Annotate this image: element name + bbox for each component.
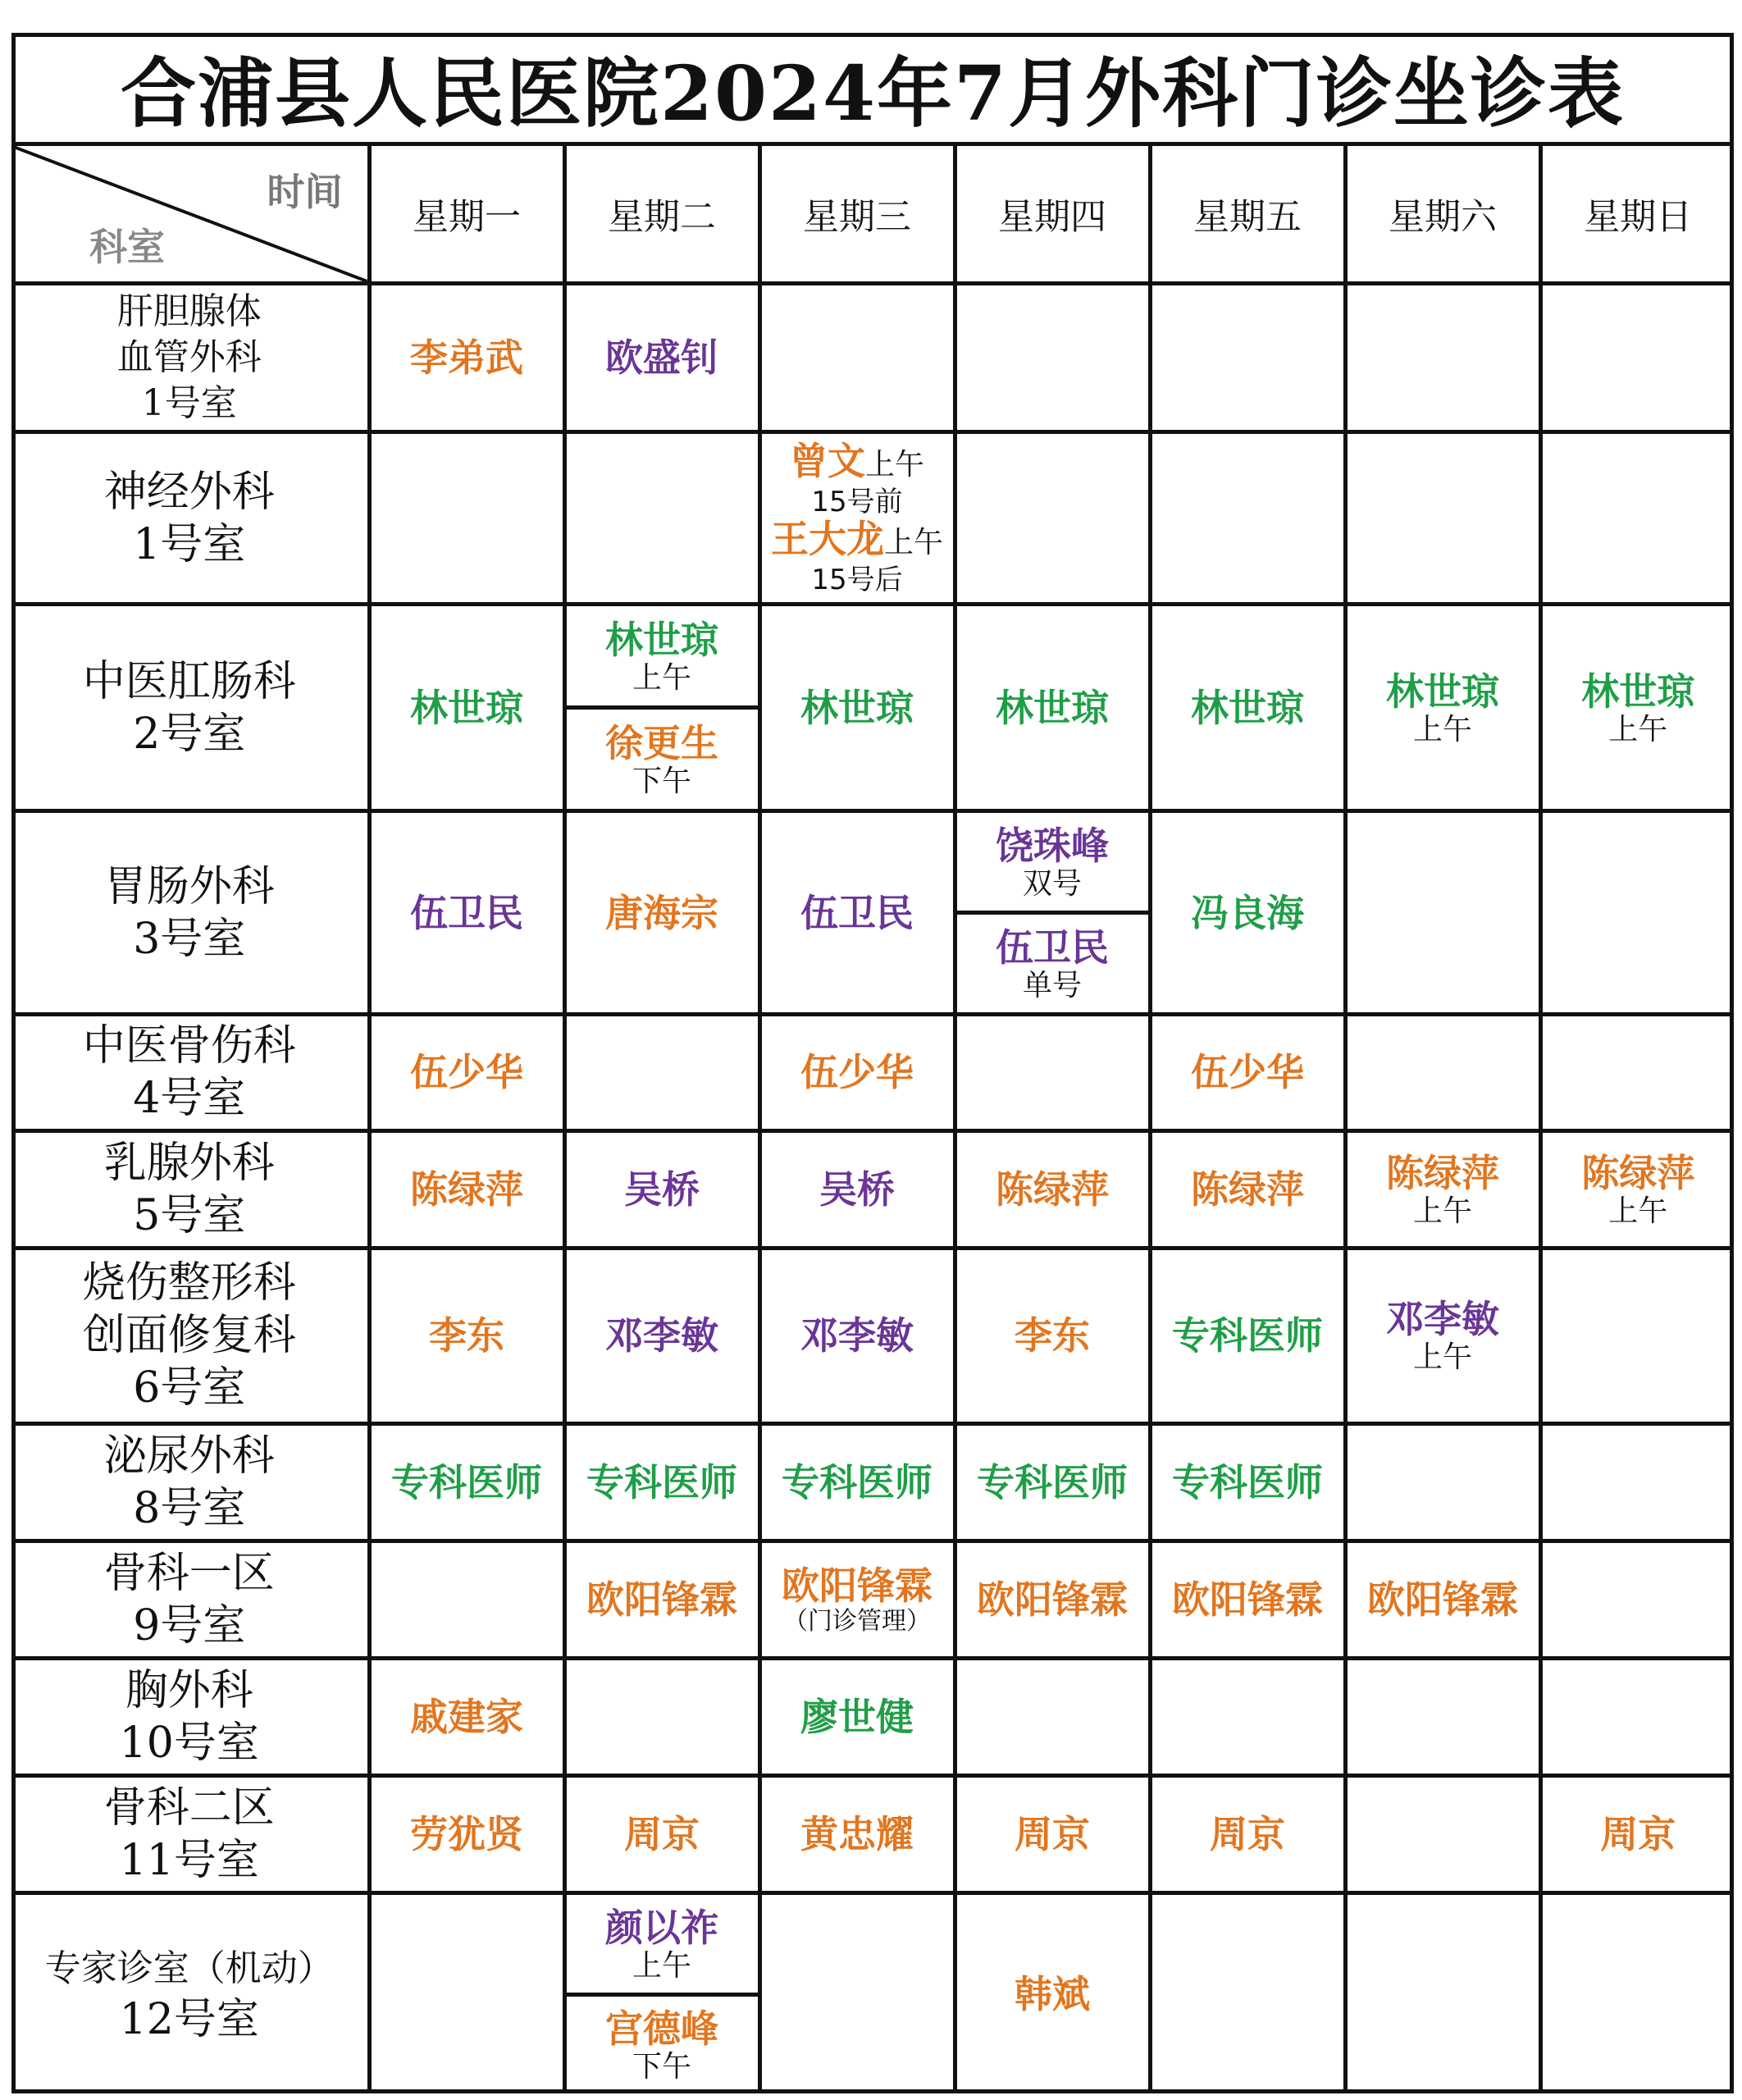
dept-line: 中医骨伤科	[82, 1021, 296, 1071]
dept-cell	[11, 1423, 369, 1541]
schedule-cell	[955, 1015, 1150, 1130]
day-header-fri: 星期五	[1150, 146, 1345, 283]
schedule-cell	[1540, 1776, 1734, 1893]
doctor-name: 陈绿萍	[996, 1166, 1109, 1212]
dept-room: 4号室	[133, 1074, 246, 1124]
schedule-cell	[1150, 432, 1345, 605]
schedule-cell	[955, 1423, 1150, 1541]
corner-cell	[11, 146, 369, 283]
doctor-name: 邓李敏	[605, 1313, 718, 1358]
dept-line: 胃肠外科	[103, 861, 275, 911]
time-note: 上午	[632, 660, 691, 695]
dept-line: 中医肛肠科	[82, 656, 296, 706]
doctor-name: 林世琼	[1581, 669, 1695, 714]
schedule-cell	[759, 1541, 955, 1658]
doctor-name: 专科医师	[782, 1459, 933, 1504]
doctor-name: 吴桥	[624, 1166, 700, 1212]
schedule-cell	[1540, 1658, 1734, 1775]
schedule-cell	[759, 1776, 955, 1893]
schedule-cell	[1540, 1248, 1734, 1423]
schedule-cell	[955, 1248, 1150, 1423]
schedule-cell	[369, 1130, 564, 1248]
doctor-name: 伍少华	[1191, 1050, 1304, 1095]
doctor-name: 欧阳锋霖	[1367, 1577, 1518, 1622]
time-note: 上午	[1608, 712, 1668, 746]
doctor-name: 陈绿萍	[1191, 1166, 1304, 1212]
doctor-name: 李弟武	[410, 336, 523, 381]
schedule-cell	[1345, 1130, 1540, 1248]
page-title: 合浦县人民医院2024年7月外科门诊坐诊表	[11, 33, 1734, 146]
schedule-cell	[955, 1130, 1150, 1248]
doctor-name: 陈绿萍	[1386, 1150, 1499, 1195]
dept-line: 骨科二区	[103, 1783, 275, 1833]
schedule-cell	[369, 1776, 564, 1893]
schedule-cell	[759, 811, 955, 1015]
day-header-wed: 星期三	[759, 146, 955, 283]
doctor-name: 林世琼	[1386, 669, 1499, 714]
schedule-table	[11, 146, 1734, 2093]
schedule-cell	[564, 283, 759, 432]
table-row	[11, 1015, 1734, 1130]
doctor-name: 伍卫民	[800, 890, 914, 935]
doctor-name: 徐更生	[605, 720, 718, 765]
schedule-cell	[1345, 1248, 1540, 1423]
dept-room: 2号室	[133, 709, 246, 759]
doctor-name: 林世琼	[996, 685, 1109, 730]
schedule-cell	[564, 811, 759, 1015]
dept-line: 血管外科	[116, 336, 262, 379]
doctor-name: 林世琼	[1191, 685, 1304, 730]
schedule-cell	[1540, 605, 1734, 811]
dept-cell	[11, 1248, 369, 1423]
dept-line: 骨科一区	[103, 1548, 275, 1598]
doctor-name: 欧阳锋霖	[782, 1563, 933, 1608]
table-row	[11, 1541, 1734, 1658]
corner-time-label: 时间	[267, 170, 343, 214]
doctor-name: 专科医师	[1172, 1313, 1323, 1358]
doctor-name: 伍卫民	[410, 890, 523, 935]
schedule-cell	[759, 1015, 955, 1130]
parity-note: 单号	[1022, 968, 1082, 1002]
doctor-name: 陈绿萍	[1581, 1150, 1695, 1195]
doctor-name: 专科医师	[1172, 1459, 1323, 1504]
schedule-cell-split	[564, 1893, 759, 2093]
dept-cell	[11, 605, 369, 811]
doctor-name: 专科医师	[391, 1459, 542, 1504]
schedule-cell	[1540, 1423, 1734, 1541]
doctor-name: 李东	[1015, 1313, 1090, 1358]
time-note: 下午	[632, 764, 691, 798]
dept-room: 1号室	[133, 519, 246, 569]
dept-room: 8号室	[133, 1483, 246, 1533]
schedule-cell	[1150, 1658, 1345, 1775]
doctor-name: 林世琼	[605, 617, 718, 662]
parity-note: 双号	[1022, 866, 1082, 901]
schedule-cell	[1540, 1015, 1734, 1130]
schedule-cell	[1150, 1248, 1345, 1423]
dept-line: 烧伤整形科	[82, 1258, 296, 1308]
schedule-cell	[1150, 1130, 1345, 1248]
schedule-cell	[1345, 432, 1540, 605]
doctor-name: 伍少华	[800, 1050, 914, 1095]
schedule-cell	[1345, 1658, 1540, 1775]
table-row	[11, 283, 1734, 432]
schedule-cell	[564, 1541, 759, 1658]
schedule-cell	[1345, 811, 1540, 1015]
dept-line: 创面修复科	[82, 1311, 296, 1361]
schedule-cell	[564, 432, 759, 605]
schedule-cell	[564, 1015, 759, 1130]
schedule-cell	[1540, 1130, 1734, 1248]
time-note: 上午	[1608, 1194, 1668, 1228]
schedule-cell	[955, 432, 1150, 605]
doctor-name: 专科医师	[977, 1459, 1128, 1504]
time-note: 下午	[632, 2049, 691, 2084]
schedule-cell	[369, 1015, 564, 1130]
time-note: 上午	[1412, 712, 1472, 746]
schedule-cell	[759, 605, 955, 811]
schedule-cell	[564, 1423, 759, 1541]
dept-cell	[11, 1658, 369, 1775]
doctor-name: 李东	[429, 1313, 504, 1358]
header-row	[11, 146, 1734, 283]
schedule-cell	[955, 1541, 1150, 1658]
schedule-cell	[564, 1248, 759, 1423]
dept-cell	[11, 1893, 369, 2093]
schedule-cell	[1150, 1776, 1345, 1893]
schedule-cell	[369, 1248, 564, 1423]
dept-cell	[11, 811, 369, 1015]
dept-room: 1号室	[141, 382, 237, 425]
schedule-cell	[1150, 1015, 1345, 1130]
time-note: 上午	[632, 1948, 691, 1983]
dept-cell	[11, 1776, 369, 1893]
time-note: 上午	[864, 447, 924, 482]
schedule-cell	[1345, 1423, 1540, 1541]
schedule-cell	[564, 1658, 759, 1775]
schedule-cell	[369, 811, 564, 1015]
schedule-cell	[369, 1893, 564, 2093]
dept-cell	[11, 1130, 369, 1248]
schedule-cell	[369, 432, 564, 605]
table-row	[11, 1130, 1734, 1248]
schedule-cell-split	[564, 605, 759, 811]
time-note: 上午	[1412, 1194, 1472, 1228]
doctor-name: 欧阳锋霖	[586, 1577, 737, 1622]
dept-cell	[11, 1015, 369, 1130]
schedule-cell	[955, 1776, 1150, 1893]
schedule-cell	[759, 1130, 955, 1248]
doctor-name: 颜以祚	[605, 1905, 718, 1950]
dept-line: 乳腺外科	[103, 1138, 275, 1188]
day-header-tue: 星期二	[564, 146, 759, 283]
table-row	[11, 1893, 1734, 2093]
doctor-name: 专科医师	[586, 1459, 737, 1504]
day-header-sun: 星期日	[1540, 146, 1734, 283]
schedule-cell	[1150, 283, 1345, 432]
schedule-cell	[759, 283, 955, 432]
dept-line: 胸外科	[125, 1666, 253, 1716]
dept-room: 5号室	[133, 1190, 246, 1240]
doctor-name: 林世琼	[800, 685, 914, 730]
dept-cell	[11, 432, 369, 605]
doctor-name: 廖世健	[800, 1695, 914, 1740]
doctor-name: 曾文	[789, 438, 865, 483]
schedule-cell	[1150, 1541, 1345, 1658]
schedule-cell	[1345, 1541, 1540, 1658]
doctor-name: 欧盛钊	[605, 336, 718, 381]
doctor-name: 黄忠耀	[800, 1812, 914, 1857]
schedule-cell	[955, 1658, 1150, 1775]
schedule-cell	[1150, 605, 1345, 811]
table-row	[11, 605, 1734, 811]
doctor-name: 冯良海	[1191, 890, 1304, 935]
doctor-name: 唐海宗	[605, 890, 718, 935]
schedule-cell-split	[955, 811, 1150, 1015]
schedule-cell	[1150, 1423, 1345, 1541]
day-header-sat: 星期六	[1345, 146, 1540, 283]
doctor-name: 周京	[1600, 1812, 1676, 1857]
doctor-name: 伍少华	[410, 1050, 523, 1095]
doctor-name: 吴桥	[819, 1166, 895, 1212]
table-row	[11, 1658, 1734, 1775]
schedule-cell	[1540, 432, 1734, 605]
doctor-name: 欧阳锋霖	[1172, 1577, 1323, 1622]
schedule-cell	[1540, 283, 1734, 432]
doctor-name: 邓李敏	[1386, 1297, 1499, 1342]
schedule-cell	[759, 1893, 955, 2093]
schedule-cell	[759, 432, 955, 605]
dept-line: 专家诊室（机动）	[44, 1947, 334, 1990]
dept-room: 10号室	[119, 1719, 259, 1769]
doctor-name: 劳犹贤	[410, 1812, 523, 1857]
schedule-cell	[759, 1658, 955, 1775]
doctor-name: 宫德峰	[605, 2006, 718, 2051]
schedule-cell	[1540, 1893, 1734, 2093]
schedule-cell	[759, 1248, 955, 1423]
doctor-name: 戚建家	[410, 1695, 523, 1740]
doctor-name: 邓李敏	[800, 1313, 914, 1358]
schedule-cell	[369, 605, 564, 811]
doctor-name: 周京	[624, 1812, 700, 1857]
dept-room: 6号室	[133, 1363, 246, 1413]
doctor-name: 王大龙	[770, 516, 884, 561]
doctor-name: 韩斌	[1015, 1972, 1090, 2017]
doctor-name: 陈绿萍	[410, 1166, 523, 1212]
schedule-cell	[955, 1893, 1150, 2093]
schedule-cell	[1345, 1015, 1540, 1130]
schedule-cell	[955, 605, 1150, 811]
dept-room: 3号室	[133, 914, 246, 964]
dept-room: 12号室	[119, 1995, 259, 2045]
doctor-name: 饶珠峰	[996, 823, 1109, 868]
dept-cell	[11, 1541, 369, 1658]
doctor-name: 欧阳锋霖	[977, 1577, 1128, 1622]
schedule-cell	[369, 1658, 564, 1775]
doctor-name: 周京	[1210, 1812, 1285, 1857]
day-header-mon: 星期一	[369, 146, 564, 283]
table-row	[11, 1776, 1734, 1893]
schedule-cell	[1540, 811, 1734, 1015]
schedule-cell	[1345, 283, 1540, 432]
doctor-name: 林世琼	[410, 685, 523, 730]
role-note: （门诊管理）	[783, 1606, 931, 1636]
schedule-cell	[564, 1130, 759, 1248]
dept-cell	[11, 283, 369, 432]
table-row	[11, 811, 1734, 1015]
table-row	[11, 1248, 1734, 1423]
schedule-cell	[759, 1423, 955, 1541]
table-row	[11, 1423, 1734, 1541]
schedule-cell	[564, 1776, 759, 1893]
schedule-cell	[1150, 1893, 1345, 2093]
date-note: 15号前	[811, 485, 903, 518]
time-note: 上午	[1412, 1340, 1472, 1375]
time-note: 上午	[883, 525, 943, 559]
schedule-cell	[1345, 1893, 1540, 2093]
date-note: 15号后	[811, 563, 903, 596]
schedule-cell	[369, 1541, 564, 1658]
schedule-cell	[1345, 605, 1540, 811]
dept-room: 9号室	[133, 1600, 246, 1650]
schedule-cell	[1345, 1776, 1540, 1893]
dept-line: 肝胆腺体	[116, 290, 262, 333]
schedule-cell	[1540, 1541, 1734, 1658]
doctor-name: 周京	[1015, 1812, 1090, 1857]
schedule-cell	[955, 283, 1150, 432]
table-row	[11, 432, 1734, 605]
schedule-cell	[369, 283, 564, 432]
schedule-cell	[1150, 811, 1345, 1015]
corner-dept-label: 科室	[89, 224, 165, 269]
dept-line: 泌尿外科	[103, 1431, 275, 1481]
day-header-thu: 星期四	[955, 146, 1150, 283]
dept-room: 11号室	[119, 1836, 259, 1886]
dept-line: 神经外科	[103, 467, 275, 517]
doctor-name: 伍卫民	[996, 924, 1109, 970]
schedule-cell	[369, 1423, 564, 1541]
